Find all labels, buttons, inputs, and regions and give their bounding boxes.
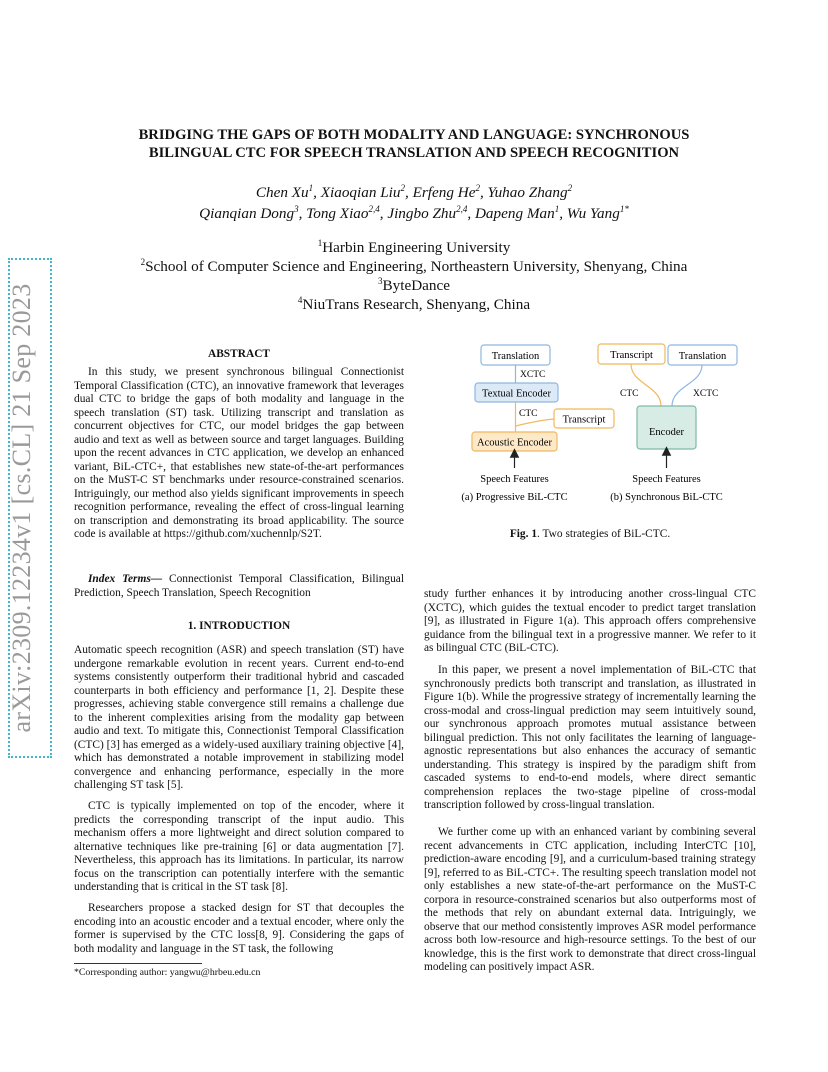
fig-a-speech-features-label: Speech Features bbox=[480, 474, 549, 485]
fig-a-caption: (a) Progressive BiL-CTC bbox=[461, 492, 568, 503]
author-sup: 2 bbox=[567, 183, 573, 193]
fig-b-xctc-curve bbox=[672, 365, 702, 406]
author-name: Dapeng Man bbox=[474, 205, 555, 222]
paper-title bbox=[80, 126, 748, 162]
affiliation: $^4$NiuTrans Research, Shenyang, China bbox=[297, 295, 531, 313]
author-name: Jingbo Zhu bbox=[387, 205, 457, 222]
right-paragraph-1: study further enhances it by introducing another cross-lingual CTC (XCTC), which guides the textual encoder to predict target translation [9], as illustrated in Figure 1(a). This approach offers comprehensive guidance from the bilingual text in a progressive manner. We refer to it as bilingual CTC (BiL-CTC). bbox=[424, 588, 756, 654]
paper-title-line-1: BRIDGING THE GAPS OF BOTH MODALITY AND LANGUAGE: SYNCHRONOUS bbox=[138, 127, 690, 143]
footnote-rule bbox=[74, 963, 202, 964]
intro-paragraph-2: CTC is typically implemented on top of the encoder, where it predicts the corresponding transcript of the input audio. This mechanism offers a more lightweight and direct solution compared to alternative techniques like pre-training [6] or data augmentation [7]. Nevertheless, this approach has its limitations. In particular, its narrow focus on the transcription can potentially interfere with the semantic understanding that is critical in the ST task [8]. bbox=[74, 800, 404, 893]
abstract-heading: ABSTRACT bbox=[207, 348, 271, 360]
fig-a-xctc-label: XCTC bbox=[520, 370, 546, 380]
author-name: Erfeng He bbox=[412, 184, 476, 201]
section-heading-introduction: 1. INTRODUCTION bbox=[187, 620, 291, 632]
fig-b-encoder-label: Encoder bbox=[649, 427, 684, 438]
author-line-2: Qianqian Dong$^3$, Tong Xiao$^{2,4}$, Jingbo Zhu$^{2,4}$, Dapeng Man$^1$, Wu Yang$^{1*}$ bbox=[199, 204, 629, 222]
author-name: Chen Xu bbox=[255, 184, 309, 201]
fig-b-xctc-label: XCTC bbox=[693, 389, 719, 399]
fig-a-acoustic-encoder-label: Acoustic Encoder bbox=[477, 437, 552, 449]
intro-paragraph-1: Automatic speech recognition (ASR) and speech translation (ST) have undergone remarkable evolution in recent years. Current end-to-end systems consistently outperform their traditional hybrid and cascaded counterparts in both efficiency and performance [1, 2]. Despite these progresses, achieving stable convergence still remains a challenge due to the inherent complexities arising from the modality gap between audio and text. To mitigate this, Connectionist Temporal Classification (CTC) [3] has emerged as a widely-used auxiliary training objective [4], which has demonstrated a notable improvement in stabilizing model convergence and enhancing performance, especially in the more challenging ST task [5]. bbox=[74, 644, 404, 791]
author-name: Yuhao Zhang bbox=[487, 184, 568, 201]
author-sup: 3 bbox=[294, 204, 299, 214]
figure-1-caption bbox=[424, 528, 756, 540]
author-list bbox=[80, 182, 748, 224]
fig-a-ctc-label: CTC bbox=[519, 409, 538, 419]
figure-1-caption-label: Fig. 1 bbox=[509, 528, 538, 540]
index-terms bbox=[74, 573, 404, 600]
intro-paragraph-3: Researchers propose a stacked design for ST that decouples the encoding into an acoustic encoder and a textual encoder, where only the former is supervised by the CTC loss[8, 9]. Considering the gaps of both modality and language in the ST task, the following bbox=[74, 902, 404, 955]
figure-1-caption-text: . Two strategies of BiL-CTC. bbox=[537, 528, 671, 540]
fig-b-caption: (b) Synchronous BiL-CTC bbox=[610, 492, 723, 503]
fig-b-ctc-curve bbox=[631, 364, 661, 406]
affiliation: $^2$School of Computer Science and Engineering, Northeastern University, Shenyang, China bbox=[140, 257, 688, 275]
figure-1 bbox=[424, 336, 756, 511]
index-terms-label: Index Terms— bbox=[88, 573, 163, 585]
affiliation: $^3$ByteDance bbox=[378, 276, 450, 294]
fig-a-textual-encoder-label: Textual Encoder bbox=[482, 388, 551, 400]
affiliation: $^1$Harbin Engineering University bbox=[317, 238, 511, 256]
affiliations bbox=[80, 238, 748, 314]
fig-b-ctc-label: CTC bbox=[620, 389, 639, 399]
right-paragraph-2: In this paper, we present a novel implementation of BiL-CTC that synchronously predicts both transcript and translation, as illustrated in Figure 1(b). While the progressive strategy of incrementally learning the cross-modal and cross-lingual prediction may seem intuitively sound, our synchronous approach promotes mutual assistance between bilingual prediction. This not only facilitates the learning of language-agnostic representations but also enhances the accuracy of semantic understanding. This strategy is inspired by the paradigm shift from cascaded systems to end-to-end models, where direct semantic comprehension replaces the two-stage pipeline of cross-modal transcription followed by cross-lingual translation. bbox=[424, 664, 756, 811]
right-paragraph-3: We further come up with an enhanced variant by combining several recent advancements in CTC application, including InterCTC [10], prediction-aware encoding [9], and a curriculum-based training strategy [9], referred to as BiL-CTC+. The resulting speech translation model not only establishes a new state-of-the-art performance on the MuST-C corpora in resource-constrained scenarios but also outperforms most of the methods that rely on abundant external data. Intriguingly, we observe that our method consistently improves ASR model performance across both low-resource and high-resource settings. To the best of our knowledge, this is the first work to demonstrate that direct cross-lingual modeling can positively impact ASR. bbox=[424, 826, 756, 973]
fig-a-translation-label: Translation bbox=[491, 351, 540, 362]
author-sup: 2,4 bbox=[368, 204, 380, 214]
fig-b-speech-features-label: Speech Features bbox=[632, 474, 701, 485]
fig-a-transcript-label: Transcript bbox=[562, 414, 606, 426]
author-name: Wu Yang bbox=[566, 205, 620, 222]
author-name: Xiaoqian Liu bbox=[320, 184, 401, 201]
fig-a-ctc-curve bbox=[516, 419, 555, 426]
paper-title-line-2: BILINGUAL CTC FOR SPEECH TRANSLATION AND SPEECH RECOGNITION bbox=[148, 145, 680, 161]
footnote: *Corresponding author: yangwu@hrbeu.edu.cn bbox=[74, 967, 261, 978]
author-sup: 2,4 bbox=[456, 204, 468, 214]
author-sup: 2 bbox=[400, 183, 405, 193]
fig-b-transcript-label: Transcript bbox=[610, 350, 653, 361]
author-sup: 1 bbox=[554, 204, 560, 214]
author-sup: 1* bbox=[619, 204, 629, 214]
author-line-1: Chen Xu$^1$, Xiaoqian Liu$^2$, Erfeng He$^2$, Yuhao Zhang$^2$ bbox=[255, 183, 573, 201]
author-name: Qianqian Dong bbox=[199, 205, 295, 222]
author-sup: 2 bbox=[475, 183, 480, 193]
arxiv-stamp-text: arXiv:2309.12234v1 [cs.CL] 21 Sep 2023 bbox=[7, 283, 36, 733]
author-name: Tong Xiao bbox=[306, 205, 369, 222]
index-terms-text: Connectionist Temporal Classification, Bilingual Prediction, Speech Translation, Speech Recognition bbox=[74, 573, 404, 599]
fig-b-translation-label: Translation bbox=[678, 351, 727, 362]
author-sup: 1 bbox=[308, 183, 314, 193]
abstract-text: In this study, we present synchronous bilingual Connectionist Temporal Classification (CTC), an innovative framework that leverages dual CTC to bridge the gaps of both modality and language in the speech translation (ST) task. Utilizing transcript and translation as concurrent objectives for CTC, our model bridges the gap between audio and text as well as between source and target languages. Building upon the recent advances in CTC application, we develop an enhanced variant, BiL-CTC+, that establishes new state-of-the-art performances on the MuST-C ST benchmarks under resource-constrained scenarios. Intriguingly, our method also yields significant improvements in speech recognition performance, revealing the effect of cross-lingual learning on transcription and demonstrating its broad applicability. The source code is available at https://github.com/xuchennlp/S2T. bbox=[74, 366, 404, 540]
